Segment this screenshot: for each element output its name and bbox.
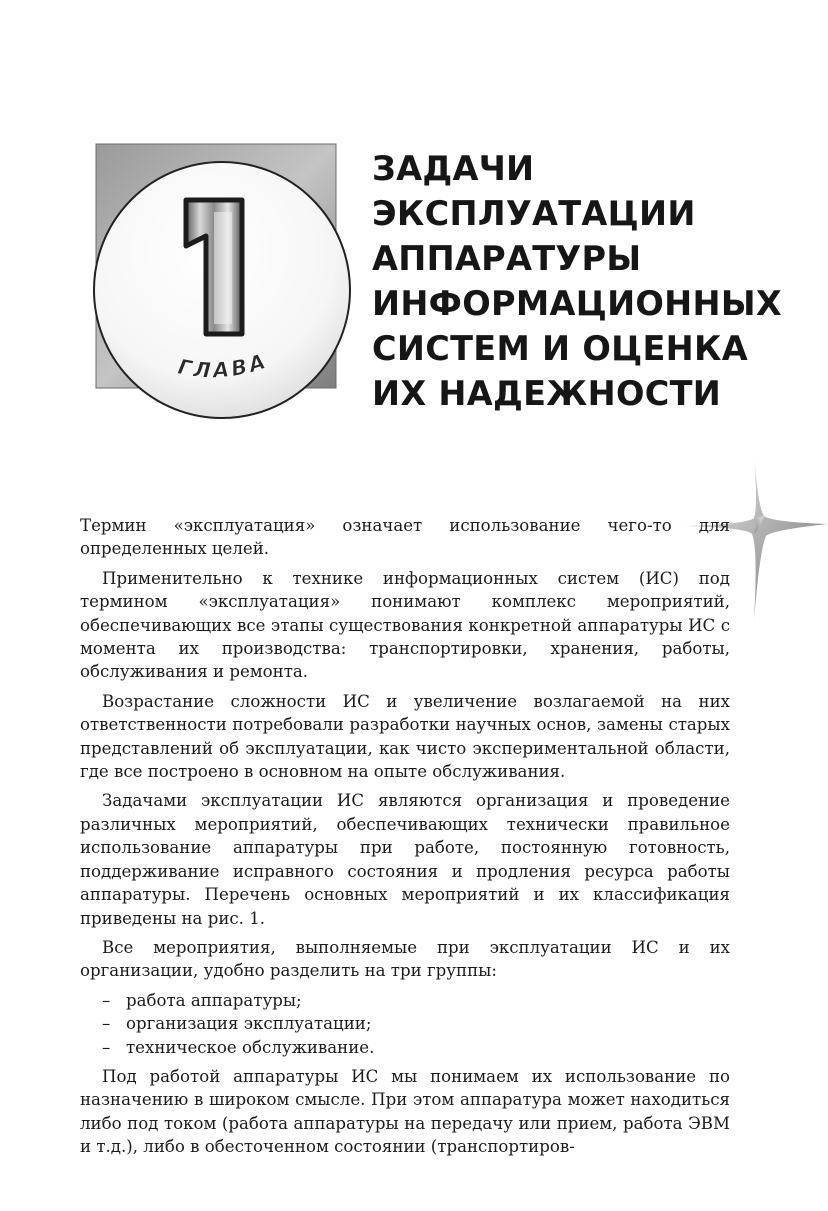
chapter-title-line: СИСТЕМ И ОЦЕНКА <box>372 329 748 368</box>
paragraph: Применительно к технике информационных систем (ИС) под термином «эксплуатация» понимают комплекс мероприятий, обеспечивающих все этапы существования конкретной аппаратуры ИС с момента их производства: транспортировки, хранения, работы, обслуживания и ремонта. <box>80 568 730 682</box>
paragraph: Под работой аппаратуры ИС мы понимаем их использование по назначению в широком смысле. При этом аппаратура может находиться либо под током (работа аппаратуры на передачу или прием, работа ЭВМ и т.д.), либо в обесточенном состоянии (транспортиров- <box>80 1066 730 1157</box>
list-item <box>102 989 730 1012</box>
list-marker: – <box>102 1037 111 1057</box>
list-item-text: организация эксплуатации; <box>126 1014 372 1034</box>
paragraph: Задачами эксплуатации ИС являются организация и проведение различных мероприятий, обеспечивающих технически правильное использование аппаратуры при работе, постоянную готовность, поддерживание исправного состояния и продления ресурса работы аппаратуры. Перечень основных мероприятий и их классификация приведены на рис. 1. <box>80 791 730 928</box>
chapter-title-line: ИНФОРМАЦИОННЫХ <box>372 284 782 323</box>
paragraph: Термин «эксплуатация» означает использование чего-то для определенных целей. <box>80 516 730 559</box>
paragraph: Все мероприятия, выполняемые при эксплуатации ИС и их организации, удобно разделить на три группы: <box>80 937 730 981</box>
chapter-title-line: ИХ НАДЕЖНОСТИ <box>372 374 722 413</box>
activity-groups-list <box>80 989 730 1059</box>
list-item <box>102 1036 730 1059</box>
chapter-body <box>80 514 730 1165</box>
chapter-title-line: ЗАДАЧИ <box>372 149 535 188</box>
paragraph: Возрастание сложности ИС и увеличение возлагаемой на них ответственности потребовали разработки научных основ, замены старых представлений об эксплуатации, как чисто экспериментальной области, где все построено в основном на опыте обслуживания. <box>80 691 730 782</box>
list-item-text: работа аппаратуры; <box>126 990 302 1010</box>
chapter-title-line: ЭКСПЛУАТАЦИИ <box>372 194 696 233</box>
list-marker: – <box>102 990 111 1010</box>
list-item <box>102 1012 730 1035</box>
chapter-title <box>372 146 812 416</box>
chapter-label: ГЛАВА <box>175 348 272 383</box>
list-marker: – <box>102 1014 111 1034</box>
chapter-title-line: АППАРАТУРЫ <box>372 239 642 278</box>
chapter-emblem <box>90 138 360 448</box>
list-item-text: техническое обслуживание. <box>126 1037 375 1057</box>
